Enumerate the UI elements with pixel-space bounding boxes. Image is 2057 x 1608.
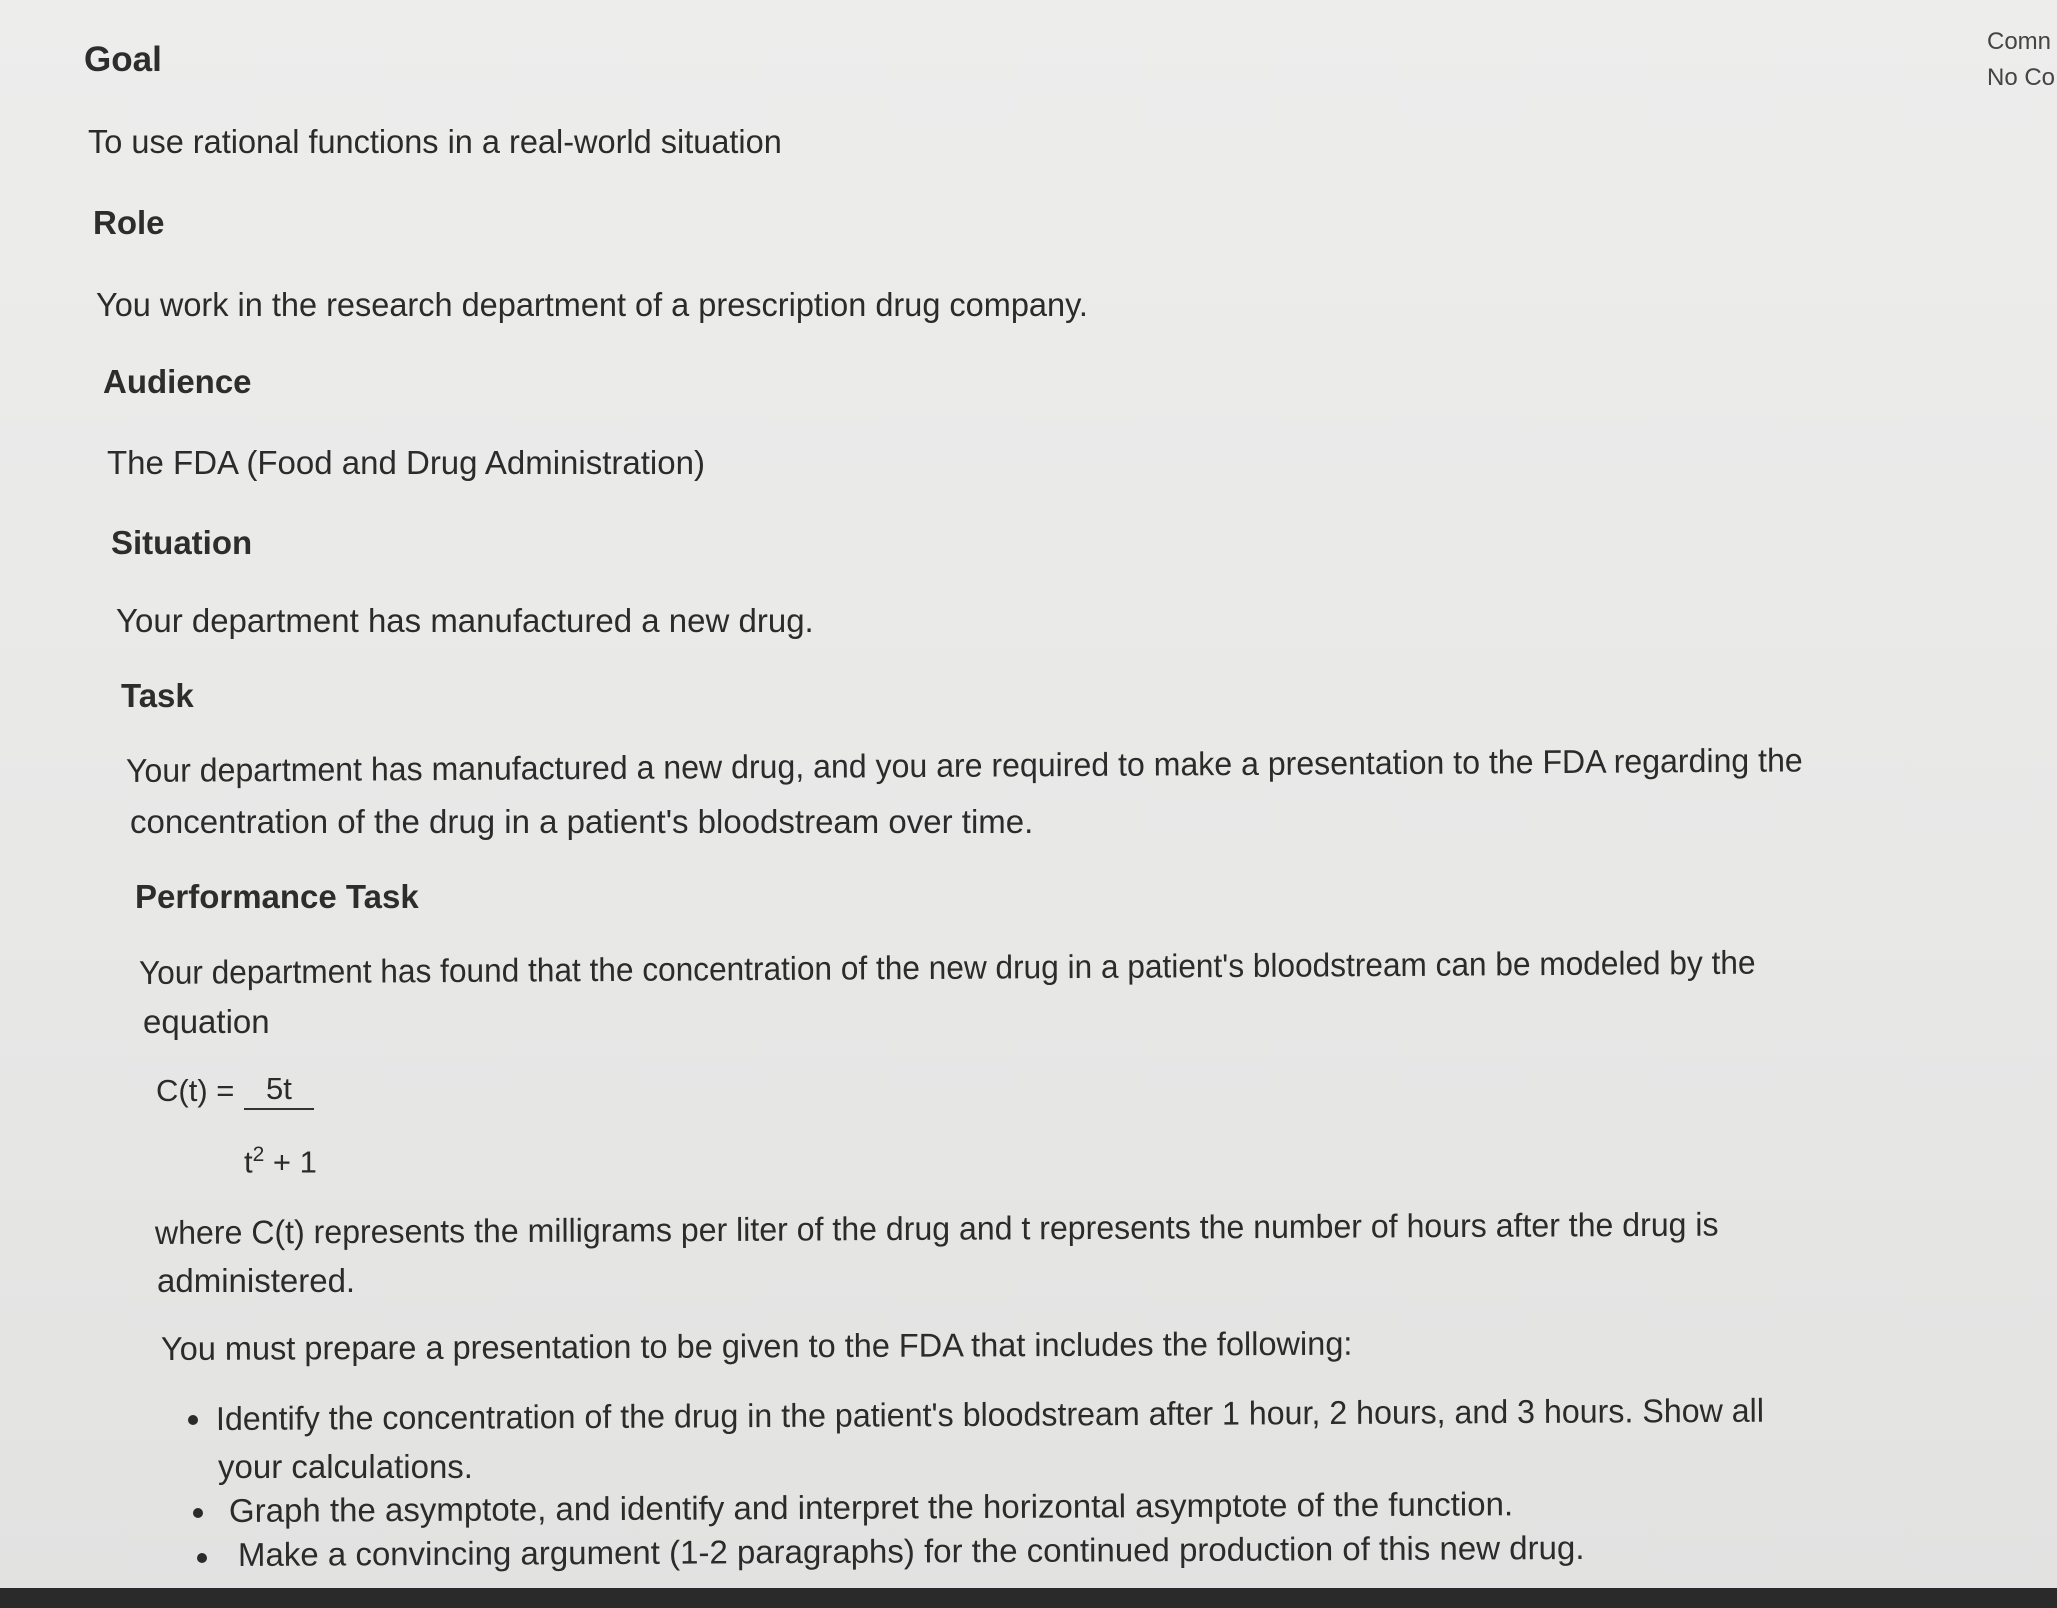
equation-lhs: C(t) = [156, 1073, 235, 1108]
equation-numerator: 5t [244, 1071, 314, 1110]
bullet-icon [188, 1415, 198, 1425]
bullet-icon [197, 1553, 207, 1563]
list-item: Make a convincing argument (1-2 paragraphs) for the continued production of this new drug. [237, 1528, 1585, 1573]
denominator-base: t [244, 1144, 253, 1180]
goal-heading: Goal [84, 40, 162, 79]
situation-text: Your department has manufactured a new drug. [116, 602, 814, 639]
denominator-exponent: 2 [252, 1143, 265, 1166]
where-text-line2: administered. [157, 1262, 356, 1299]
performance-text-line1: Your department has found that the concentration of the new drug in a patient's bloodstream can be modeled by the [138, 943, 1756, 991]
bullet-icon [193, 1508, 203, 1518]
list-item: Graph the asymptote, and identify and interpret the horizontal asymptote of the function. [228, 1485, 1514, 1529]
comments-label[interactable]: Comn [1987, 28, 2052, 55]
task-heading: Task [121, 677, 194, 714]
equation-denominator [244, 1143, 317, 1180]
task-text-line1: Your department has manufactured a new drug, and you are required to make a presentation to the FDA regarding the [125, 741, 1803, 789]
task-text-line2: concentration of the drug in a patient's bloodstream over time. [130, 803, 1034, 840]
goal-text: To use rational functions in a real-world situation [88, 123, 782, 160]
where-text-line1: where C(t) represents the milligrams per liter of the drug and t represents the number of hours after the drug is [154, 1205, 1719, 1251]
audience-heading: Audience [103, 363, 252, 400]
role-text: You work in the research department of a prescription drug company. [96, 286, 1088, 323]
prepare-text: You must prepare a presentation to be given to the FDA that includes the following: [160, 1324, 1353, 1367]
audience-text: The FDA (Food and Drug Administration) [107, 444, 705, 481]
role-heading: Role [93, 204, 165, 241]
comments-panel [1987, 0, 2057, 120]
list-item: Identify the concentration of the drug in the patient's bloodstream after 1 hour, 2 hours, and 3 hours. Show all [215, 1391, 1765, 1437]
situation-heading: Situation [111, 524, 253, 561]
performance-text-line2: equation [143, 1003, 270, 1040]
denominator-rest: + 1 [264, 1144, 317, 1180]
list-item-continuation: your calculations. [218, 1448, 473, 1485]
performance-heading: Performance Task [135, 878, 419, 915]
screen-bottom-edge [0, 1588, 2057, 1608]
no-comments-label: No Co [1987, 64, 2056, 91]
